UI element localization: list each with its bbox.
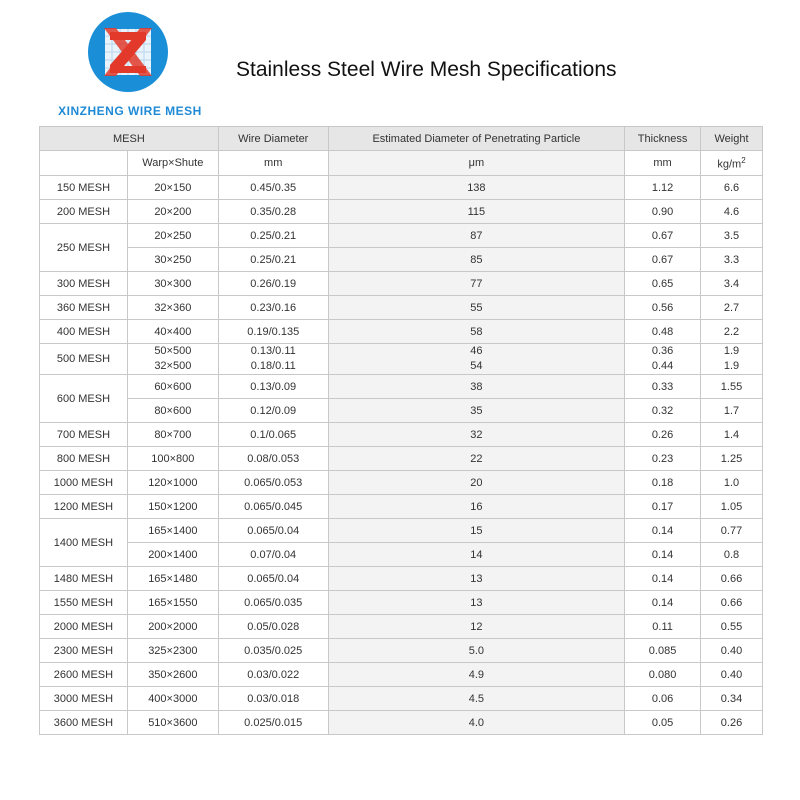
cell-mesh: 3000 MESH <box>40 687 128 711</box>
cell-wire: 0.05/0.028 <box>218 615 328 639</box>
cell-wire: 0.23/0.16 <box>218 296 328 320</box>
cell-wire: 0.19/0.135 <box>218 320 328 344</box>
brand-logo <box>86 10 170 94</box>
cell-warp <box>127 344 218 375</box>
cell-weight: 0.26 <box>701 711 763 735</box>
cell-wire: 0.065/0.053 <box>218 471 328 495</box>
header-wire-diameter: Wire Diameter <box>218 127 328 151</box>
table-row <box>40 495 763 519</box>
cell-weight: 1.0 <box>701 471 763 495</box>
cell-thickness: 0.23 <box>625 447 701 471</box>
cell-mesh: 250 MESH <box>40 224 128 272</box>
header-particle: Estimated Diameter of Penetrating Particle <box>328 127 624 151</box>
header-thickness: Thickness <box>625 127 701 151</box>
cell-mesh: 500 MESH <box>40 344 128 375</box>
cell-mesh: 2600 MESH <box>40 663 128 687</box>
cell-warp: 200×2000 <box>127 615 218 639</box>
table-row <box>40 200 763 224</box>
cell-wire: 0.08/0.053 <box>218 447 328 471</box>
cell-thickness: 0.56 <box>625 296 701 320</box>
cell-mesh: 150 MESH <box>40 176 128 200</box>
cell-warp: 80×600 <box>127 399 218 423</box>
cell-wire: 0.065/0.04 <box>218 567 328 591</box>
cell-particle: 77 <box>328 272 624 296</box>
cell-particle: 87 <box>328 224 624 248</box>
cell-warp: 20×150 <box>127 176 218 200</box>
cell-particle: 4.5 <box>328 687 624 711</box>
cell-mesh: 2300 MESH <box>40 639 128 663</box>
cell-mesh: 800 MESH <box>40 447 128 471</box>
cell-weight: 0.66 <box>701 567 763 591</box>
cell-line: 46 <box>470 345 483 357</box>
table-row <box>40 248 763 272</box>
cell-thickness: 0.33 <box>625 375 701 399</box>
cell-weight: 0.40 <box>701 663 763 687</box>
cell-warp: 60×600 <box>127 375 218 399</box>
cell-weight: 6.6 <box>701 176 763 200</box>
table-header-row <box>40 127 763 151</box>
cell-thickness: 0.32 <box>625 399 701 423</box>
table-row <box>40 543 763 567</box>
cell-mesh: 1200 MESH <box>40 495 128 519</box>
cell-particle: 32 <box>328 423 624 447</box>
table-row <box>40 272 763 296</box>
cell-particle: 12 <box>328 615 624 639</box>
cell-weight: 0.66 <box>701 591 763 615</box>
cell-thickness: 0.67 <box>625 224 701 248</box>
cell-wire: 0.25/0.21 <box>218 224 328 248</box>
cell-particle: 115 <box>328 200 624 224</box>
cell-warp: 30×250 <box>127 248 218 272</box>
cell-thickness: 1.12 <box>625 176 701 200</box>
cell-warp: 325×2300 <box>127 639 218 663</box>
cell-wire <box>218 344 328 375</box>
cell-weight: 2.2 <box>701 320 763 344</box>
cell-warp: 165×1550 <box>127 591 218 615</box>
cell-wire: 0.12/0.09 <box>218 399 328 423</box>
cell-particle: 13 <box>328 567 624 591</box>
cell-wire: 0.26/0.19 <box>218 272 328 296</box>
cell-particle: 22 <box>328 447 624 471</box>
cell-weight: 4.6 <box>701 200 763 224</box>
table-row <box>40 176 763 200</box>
header-mesh: MESH <box>40 127 219 151</box>
cell-wire: 0.07/0.04 <box>218 543 328 567</box>
cell-weight: 3.3 <box>701 248 763 272</box>
table-row <box>40 471 763 495</box>
cell-thickness: 0.14 <box>625 567 701 591</box>
cell-warp: 165×1400 <box>127 519 218 543</box>
cell-particle: 55 <box>328 296 624 320</box>
table-row <box>40 567 763 591</box>
brand-name: XINZHENG WIRE MESH <box>58 104 202 118</box>
cell-warp: 510×3600 <box>127 711 218 735</box>
cell-line: 0.36 <box>651 345 674 357</box>
cell-wire: 0.025/0.015 <box>218 711 328 735</box>
cell-particle: 4.9 <box>328 663 624 687</box>
cell-weight: 0.8 <box>701 543 763 567</box>
cell-thickness: 0.080 <box>625 663 701 687</box>
units-thickness: mm <box>625 151 701 176</box>
cell-warp: 32×360 <box>127 296 218 320</box>
cell-weight: 1.05 <box>701 495 763 519</box>
cell-thickness: 0.67 <box>625 248 701 272</box>
cell-wire: 0.35/0.28 <box>218 200 328 224</box>
cell-warp: 80×700 <box>127 423 218 447</box>
cell-weight: 0.77 <box>701 519 763 543</box>
cell-weight: 3.5 <box>701 224 763 248</box>
cell-thickness: 0.18 <box>625 471 701 495</box>
table-row <box>40 399 763 423</box>
cell-particle: 58 <box>328 320 624 344</box>
cell-particle: 15 <box>328 519 624 543</box>
cell-line: 54 <box>470 360 483 372</box>
units-warp: Warp×Shute <box>127 151 218 176</box>
table-row <box>40 711 763 735</box>
cell-thickness: 0.06 <box>625 687 701 711</box>
cell-particle <box>328 344 624 375</box>
units-wire: mm <box>218 151 328 176</box>
cell-warp: 30×300 <box>127 272 218 296</box>
cell-warp: 120×1000 <box>127 471 218 495</box>
table-row <box>40 320 763 344</box>
cell-warp: 20×200 <box>127 200 218 224</box>
cell-particle: 85 <box>328 248 624 272</box>
cell-weight: 0.34 <box>701 687 763 711</box>
cell-warp: 40×400 <box>127 320 218 344</box>
cell-line: 1.9 <box>723 360 740 372</box>
cell-thickness: 0.65 <box>625 272 701 296</box>
cell-wire: 0.13/0.09 <box>218 375 328 399</box>
cell-warp: 150×1200 <box>127 495 218 519</box>
units-weight-base: kg/m <box>717 158 742 171</box>
cell-line: 0.18/0.11 <box>250 360 296 372</box>
cell-particle: 13 <box>328 591 624 615</box>
cell-line: 50×500 <box>154 345 192 357</box>
spec-table <box>39 126 763 735</box>
cell-wire: 0.25/0.21 <box>218 248 328 272</box>
cell-thickness: 0.14 <box>625 591 701 615</box>
cell-mesh: 300 MESH <box>40 272 128 296</box>
cell-particle: 35 <box>328 399 624 423</box>
table-row <box>40 224 763 248</box>
cell-particle: 16 <box>328 495 624 519</box>
cell-particle: 5.0 <box>328 639 624 663</box>
cell-thickness: 0.11 <box>625 615 701 639</box>
table-row <box>40 639 763 663</box>
cell-warp: 20×250 <box>127 224 218 248</box>
cell-thickness <box>625 344 701 375</box>
cell-mesh: 700 MESH <box>40 423 128 447</box>
table-row <box>40 687 763 711</box>
table-row <box>40 447 763 471</box>
cell-thickness: 0.085 <box>625 639 701 663</box>
cell-weight: 3.4 <box>701 272 763 296</box>
cell-mesh: 2000 MESH <box>40 615 128 639</box>
header-weight: Weight <box>701 127 763 151</box>
units-mesh <box>40 151 128 176</box>
cell-wire: 0.065/0.045 <box>218 495 328 519</box>
cell-particle: 4.0 <box>328 711 624 735</box>
cell-mesh: 1400 MESH <box>40 519 128 567</box>
cell-wire: 0.035/0.025 <box>218 639 328 663</box>
cell-line: 32×500 <box>154 360 192 372</box>
cell-mesh: 1000 MESH <box>40 471 128 495</box>
cell-weight: 1.25 <box>701 447 763 471</box>
cell-thickness: 0.14 <box>625 543 701 567</box>
cell-line: 1.9 <box>723 345 740 357</box>
logo-emblem-icon <box>86 10 170 94</box>
cell-wire: 0.065/0.04 <box>218 519 328 543</box>
cell-mesh: 200 MESH <box>40 200 128 224</box>
table-row <box>40 615 763 639</box>
table-row <box>40 344 763 375</box>
cell-weight: 1.7 <box>701 399 763 423</box>
cell-weight: 1.4 <box>701 423 763 447</box>
cell-weight <box>701 344 763 375</box>
cell-particle: 14 <box>328 543 624 567</box>
cell-warp: 400×3000 <box>127 687 218 711</box>
cell-weight: 1.55 <box>701 375 763 399</box>
cell-wire: 0.03/0.022 <box>218 663 328 687</box>
cell-particle: 38 <box>328 375 624 399</box>
table-row <box>40 423 763 447</box>
units-weight <box>701 151 763 176</box>
cell-wire: 0.1/0.065 <box>218 423 328 447</box>
table-row <box>40 591 763 615</box>
cell-warp: 200×1400 <box>127 543 218 567</box>
units-weight-exponent: 2 <box>741 155 746 165</box>
cell-particle: 138 <box>328 176 624 200</box>
cell-thickness: 0.48 <box>625 320 701 344</box>
cell-mesh: 3600 MESH <box>40 711 128 735</box>
page-title: Stainless Steel Wire Mesh Specifications <box>236 58 617 81</box>
cell-warp: 350×2600 <box>127 663 218 687</box>
cell-mesh: 400 MESH <box>40 320 128 344</box>
cell-thickness: 0.90 <box>625 200 701 224</box>
cell-mesh: 600 MESH <box>40 375 128 423</box>
cell-warp: 100×800 <box>127 447 218 471</box>
cell-thickness: 0.14 <box>625 519 701 543</box>
cell-warp: 165×1480 <box>127 567 218 591</box>
cell-line: 0.13/0.11 <box>250 345 296 357</box>
cell-thickness: 0.26 <box>625 423 701 447</box>
table-row <box>40 519 763 543</box>
table-row <box>40 375 763 399</box>
table-row <box>40 296 763 320</box>
cell-mesh: 1480 MESH <box>40 567 128 591</box>
cell-wire: 0.065/0.035 <box>218 591 328 615</box>
cell-weight: 2.7 <box>701 296 763 320</box>
cell-thickness: 0.17 <box>625 495 701 519</box>
cell-wire: 0.45/0.35 <box>218 176 328 200</box>
table-row <box>40 663 763 687</box>
units-row <box>40 151 763 176</box>
cell-line: 0.44 <box>651 360 674 372</box>
cell-mesh: 360 MESH <box>40 296 128 320</box>
cell-weight: 0.55 <box>701 615 763 639</box>
units-particle: μm <box>328 151 624 176</box>
cell-mesh: 1550 MESH <box>40 591 128 615</box>
cell-thickness: 0.05 <box>625 711 701 735</box>
cell-weight: 0.40 <box>701 639 763 663</box>
cell-wire: 0.03/0.018 <box>218 687 328 711</box>
cell-particle: 20 <box>328 471 624 495</box>
